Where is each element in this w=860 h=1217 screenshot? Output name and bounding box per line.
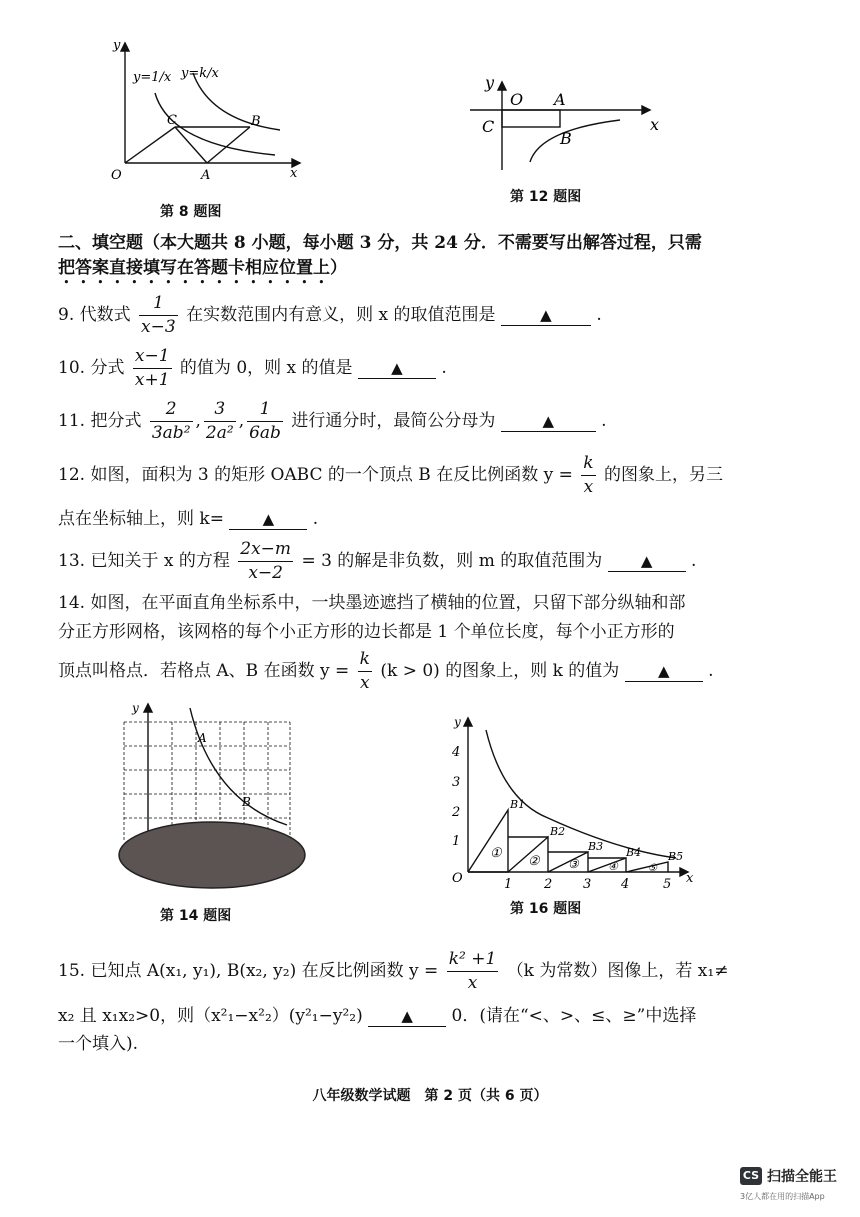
q11-fraction-2 bbox=[204, 398, 236, 445]
fig16-xtick-2: 2 bbox=[544, 877, 553, 890]
q9-fraction bbox=[139, 292, 178, 339]
fig8-c-label: C bbox=[167, 113, 177, 128]
q13-post: = 3 的解是非负数，则 m 的取值范围为 bbox=[301, 550, 603, 571]
fig14-a-label: A bbox=[198, 731, 207, 745]
fig16-point-b2: B2 bbox=[550, 825, 566, 838]
q12-line1-pre: 12. 如图，面积为 3 的矩形 OABC 的一个顶点 B 在反比例函数 y = bbox=[58, 464, 573, 485]
q13-answer-blank[interactable]: ▲ bbox=[608, 551, 686, 572]
q9-den: x−3 bbox=[141, 316, 176, 337]
q10-end: . bbox=[441, 357, 447, 378]
q14-fraction bbox=[358, 648, 372, 695]
fig12-c-label: C bbox=[482, 117, 495, 136]
q11-post: 进行通分时，最简公分母为 bbox=[291, 410, 496, 431]
fig14-y-label: y bbox=[132, 701, 139, 715]
q15-line2-post: 0．(请在“<、>、≤、≥”中选择 bbox=[451, 1006, 697, 1026]
q13-den: x−2 bbox=[248, 562, 283, 583]
fig16-triangle-3: ③ bbox=[568, 857, 579, 871]
q11-answer-blank[interactable]: ▲ bbox=[501, 411, 596, 432]
fig8-x-label: x bbox=[290, 166, 298, 181]
question-15-line3: 一个填入). bbox=[58, 1034, 139, 1054]
fig16-ytick-2: 2 bbox=[452, 805, 461, 820]
q14-answer-blank[interactable]: ▲ bbox=[625, 661, 703, 682]
q15-line1-post: （k 为常数）图像上，若 x₁≠ bbox=[506, 960, 729, 981]
question-12-line2 bbox=[58, 508, 318, 531]
q11-fraction-1 bbox=[150, 398, 193, 445]
q13-num: 2x−m bbox=[238, 538, 293, 562]
q11-end: . bbox=[601, 410, 607, 431]
figure-16 bbox=[448, 710, 698, 890]
q12-den: x bbox=[583, 476, 594, 497]
question-10 bbox=[58, 345, 447, 392]
fig16-x-label: x bbox=[686, 871, 694, 886]
question-15-line1 bbox=[58, 948, 728, 995]
fig16-ytick-3: 3 bbox=[452, 775, 461, 790]
fig16-xtick-5: 5 bbox=[663, 877, 672, 890]
camscanner-logo: CS bbox=[740, 1167, 762, 1185]
figure-8 bbox=[95, 35, 310, 185]
q10-pre: 10. 分式 bbox=[58, 357, 125, 378]
q11-f3-num: 1 bbox=[247, 398, 283, 422]
fig8-o-label: O bbox=[111, 168, 122, 183]
fig12-x-label: x bbox=[650, 115, 660, 134]
q11-pre: 11. 把分式 bbox=[58, 410, 142, 431]
fig12-o-label: O bbox=[510, 90, 524, 109]
fig14-b-label: B bbox=[242, 795, 251, 809]
question-13 bbox=[58, 538, 696, 585]
q11-f1-num: 2 bbox=[150, 398, 193, 422]
fig8-caption: 第 8 题图 bbox=[160, 204, 222, 220]
figure-12 bbox=[470, 70, 670, 175]
question-11: 11. 把分式 $\frac{2}{\text{3ab²}}$ , $\frac{3}{\text{2a²}}$ , $\frac{1}{6ab}$ 进行通分时，最简公分母为 ▲ . bbox=[58, 399, 607, 443]
page-footer: 八年级数学试题 第 2 页（共 6 页） bbox=[312, 1088, 548, 1104]
q14-line3-pre: 顶点叫格点．若格点 A、B 在函数 y = bbox=[58, 660, 350, 681]
q13-pre: 13. 已知关于 x 的方程 bbox=[58, 550, 230, 571]
fig8-curve1-label: y=1/x bbox=[133, 70, 172, 85]
q11-f3-den: 6ab bbox=[249, 422, 281, 443]
fig16-triangle-1: ① bbox=[490, 846, 502, 861]
camscanner-name: 扫描全能王 bbox=[767, 1169, 837, 1185]
fig12-y-label: y bbox=[485, 73, 495, 92]
section-title-line2: 把答案直接填写在答题卡相应位置上） bbox=[58, 258, 347, 278]
q11-f1-den: 3ab² bbox=[151, 422, 191, 443]
q14-num: k bbox=[358, 648, 372, 672]
fig16-triangle-5: ⑤ bbox=[648, 863, 657, 874]
fig16-xtick-4: 4 bbox=[621, 877, 630, 890]
fig16-xtick-1: 1 bbox=[504, 877, 513, 890]
q14-line3-post: (k > 0) 的图象上，则 k 的值为 bbox=[380, 660, 620, 681]
q13-fraction bbox=[238, 538, 293, 585]
fig8-a-label: A bbox=[201, 168, 211, 183]
q10-post: 的值为 0，则 x 的值是 bbox=[179, 357, 353, 378]
fig12-caption: 第 12 题图 bbox=[510, 189, 582, 205]
q15-line1-pre: 15. 已知点 A(x₁, y₁), B(x₂, y₂) 在反比例函数 y = bbox=[58, 960, 439, 981]
fig16-o-label: O bbox=[452, 871, 463, 886]
q10-num: x−1 bbox=[133, 345, 172, 369]
q14-den: x bbox=[360, 672, 370, 693]
q9-num: 1 bbox=[139, 292, 178, 316]
question-14-line1: 14. 如图，在平面直角坐标系中，一块墨迹遮挡了横轴的位置，只留下部分纵轴和部 bbox=[58, 593, 686, 613]
q11-f2-num: 3 bbox=[204, 398, 236, 422]
fig14-caption: 第 14 题图 bbox=[160, 908, 232, 924]
q13-end: . bbox=[691, 550, 697, 571]
q15-answer-blank[interactable]: ▲ bbox=[368, 1006, 446, 1027]
fig16-point-b4: B4 bbox=[626, 846, 642, 859]
figure-14 bbox=[112, 700, 312, 890]
ink-blot bbox=[119, 822, 305, 888]
fig12-a-label: A bbox=[554, 90, 566, 109]
q9-pre: 9. 代数式 bbox=[58, 304, 131, 325]
q15-num: k² +1 bbox=[447, 948, 499, 972]
fig16-point-b3: B3 bbox=[588, 840, 604, 853]
q15-den: x bbox=[467, 972, 478, 993]
q11-fraction-3 bbox=[247, 398, 283, 445]
fig16-xtick-3: 3 bbox=[583, 877, 592, 890]
q11-f2-den: 2a² bbox=[205, 422, 234, 443]
question-9 bbox=[58, 292, 602, 339]
section-title-line1: 二、填空题（本大题共 8 小题，每小题 3 分，共 24 分．不需要写出解答过程，只需 bbox=[58, 233, 702, 253]
fig8-curve2-label: y=k/x bbox=[181, 66, 219, 81]
q9-answer-blank[interactable]: ▲ bbox=[501, 305, 591, 326]
fig16-ytick-4: 4 bbox=[452, 745, 461, 760]
q12-line2-pre: 点在坐标轴上，则 k= bbox=[58, 509, 224, 529]
q14-end: . bbox=[708, 660, 714, 681]
q12-line1-post: 的图象上，另三 bbox=[603, 464, 723, 485]
fig16-triangle-2: ② bbox=[528, 854, 540, 869]
question-12-line1 bbox=[58, 452, 723, 499]
q10-answer-blank[interactable]: ▲ bbox=[358, 358, 436, 379]
fig16-caption: 第 16 题图 bbox=[510, 901, 582, 917]
fig16-y-label: y bbox=[454, 715, 461, 729]
q12-end: . bbox=[312, 509, 319, 529]
fig12-b-label: B bbox=[560, 129, 572, 148]
question-15-line2 bbox=[58, 1005, 696, 1028]
question-14-line2: 分正方形网格，该网格的每个小正方形的边长都是 1 个单位长度，每个小正方形的 bbox=[58, 622, 675, 642]
fig8-b-label: B bbox=[251, 114, 261, 129]
q15-fraction bbox=[447, 948, 499, 995]
q9-end: . bbox=[596, 304, 602, 325]
q15-line2: x₂ 且 x₁x₂>0，则（x²₁−x²₂）(y²₁−y²₂) bbox=[58, 1006, 363, 1026]
fig16-point-b1: B1 bbox=[510, 798, 526, 811]
q12-answer-blank[interactable]: ▲ bbox=[229, 509, 307, 530]
q10-den: x+1 bbox=[134, 369, 170, 390]
q9-post: 在实数范围内有意义，则 x 的取值范围是 bbox=[186, 304, 496, 325]
q12-num: k bbox=[581, 452, 595, 476]
fig8-y-label: y bbox=[113, 38, 121, 53]
question-14-line3 bbox=[58, 648, 714, 695]
fig16-ytick-1: 1 bbox=[452, 834, 461, 849]
q12-fraction bbox=[581, 452, 595, 499]
q10-fraction bbox=[133, 345, 172, 392]
fig16-triangle-4: ④ bbox=[608, 860, 618, 873]
fig16-point-b5: B5 bbox=[668, 850, 684, 863]
camscanner-tagline: 3亿人都在用的扫描App bbox=[740, 1192, 825, 1201]
